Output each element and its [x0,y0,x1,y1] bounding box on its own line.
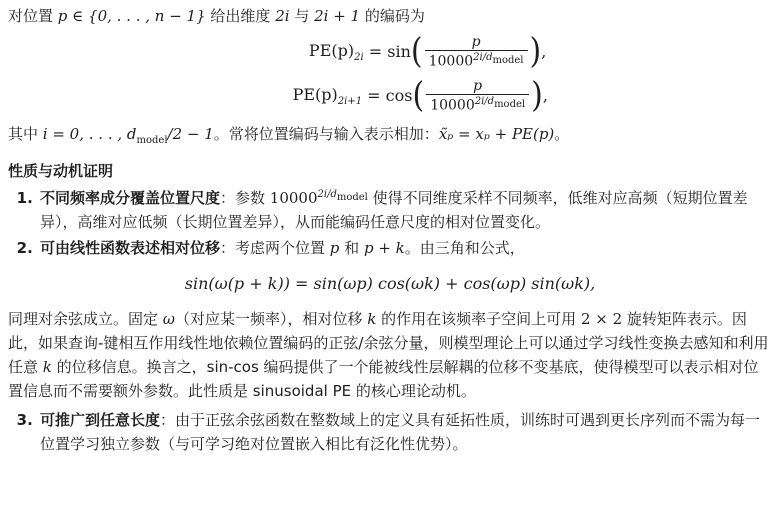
item-body: ：由于正弦余弦函数在整数域上的定义具有延拓性质，训练时可遇到更长序列而不需为每一位置学习独立参数（与可学习绝对位置嵌入相比有泛化性优势）。 [40,410,761,454]
pe-equations [8,30,772,118]
eq2-den-exp: 2i/d [474,96,495,108]
where-suffix: 。 [554,125,570,144]
eq2-numerator: p [473,77,483,94]
var-k: k [367,309,377,328]
intro-suffix: 的编码为 [360,7,425,25]
para-s2: （对应某一频率），相对位移 [175,309,368,328]
pe-equation-cos: $PE(p)_{2i+1}$ = cos ( $\frac{p}{10000^{2i/d_{model}}}$ ) , [292,75,548,116]
para-s3: 的作用在该频率子空间上可用 [376,309,581,328]
trig-identity: sin(ω(p + k)) = sin(ωp) cos(ωk) + cos(ωp) sin(ωk), [184,273,596,293]
list-item [38,186,772,235]
var-p: p [329,239,340,258]
property-list-continued [8,408,772,457]
eq1-tail: , [541,42,547,62]
intro-line [8,4,772,28]
item-body-pre: ：参数 [220,188,270,207]
dim-odd: 2i + 1 [314,7,361,25]
position-set: p ∈ {0, . . . , n − 1} [57,7,206,25]
pe-equation-sin: $PE(p)_{2i}$ = sin ( $\frac{p}{10000^{2i/d_{model}}}$ ) , [308,31,547,72]
param-exp: 2i/d [317,188,337,200]
item-title: 可推广到任意长度 [40,410,161,429]
dim-even: 2i [275,7,290,25]
var-omega: ω [162,309,176,328]
list-item [38,408,772,457]
property-list [8,186,772,261]
index-range: i = 0, . . . , d [42,125,137,144]
eq1-den-base: 10000 [428,54,474,71]
item-body-post: 。由三角和公式， [404,239,525,258]
where-prefix: 其中 [8,125,43,144]
eq2-func: cos [385,86,413,106]
item-title: 可由线性函数表述相对位移 [40,239,221,258]
eq1-numerator: p [471,33,481,50]
index-range-tail: /2 − 1 [167,125,214,144]
eq2-sub: 2i+1 [337,96,363,108]
eq1-den-exp-sub: model [492,55,524,67]
eq2-fraction [426,78,529,115]
intro-mid: 给出维度 [205,7,276,25]
param-exp-sub: model [336,191,368,203]
item-title: 不同频率成分覆盖位置尺度 [40,188,221,207]
eq2-den-base: 10000 [430,98,475,115]
section-title: 性质与动机证明 [8,162,114,181]
list-item [38,236,772,260]
para-s5: 的位移信息。换言之，sin-cos 编码提供了一个能被线性层解耦的位移不变基底，使得模型可以表示相对位置信息而不需要额外参数。此性质是 sinusoidal PE 的核心理论动机。 [8,358,759,401]
eq1-den-exp: 2i/d [473,52,493,64]
para-s1: 同理对余弦成立。固定 [8,309,163,328]
where-line [8,122,772,149]
item-body-post: 使得不同维度采样不同频率，低维对应高频（短期位置差异），高维对应低频（长期位置差异），从而能编码任意尺度的相对位置变化。 [40,188,748,232]
eq1-fraction [425,34,528,71]
var-k: k [42,358,52,377]
item-body-pre: ：考虑两个位置 [220,239,330,258]
explanation-paragraph [8,307,772,404]
intro-conj: 与 [289,7,315,25]
where-mid: 。常将位置编码与输入表示相加： [213,125,439,144]
eq1-sub: 2i [354,52,364,64]
eq2-tail: , [542,86,548,106]
eq2-den-exp-sub: model [494,99,526,111]
eq2-lhs: PE(p) [292,85,338,105]
var-p-plus-k: p + k [363,239,405,258]
intro-prefix: 对位置 [8,7,58,25]
matrix-size: 2 × 2 [580,309,623,328]
item-and: 和 [339,239,364,258]
sum-expression: x̃ₚ = xₚ + PE(p) [438,125,555,144]
para-s4: 旋转矩阵表示。因此，如果查询-键相互作用线性地依赖位置编码的正弦/余弦分量，则模型理论上可以通过学习线性变换去感知和利用任意 [8,309,769,377]
eq1-lhs: PE(p) [308,41,355,61]
index-range-sub: model [136,135,168,147]
eq1-func: sin [387,42,411,62]
param-base: 10000 [269,188,318,207]
